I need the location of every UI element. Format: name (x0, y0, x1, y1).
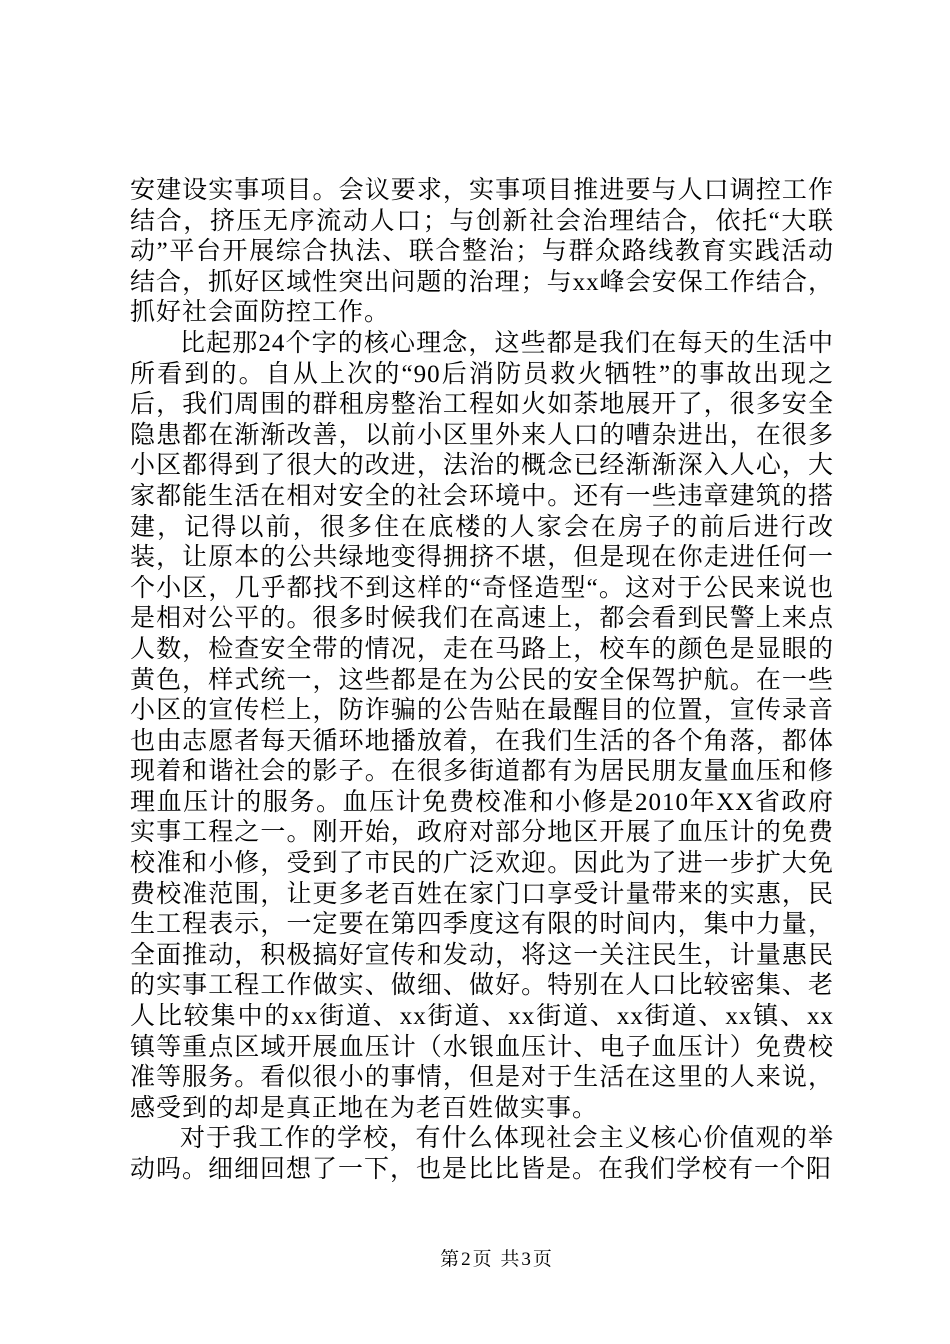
document-body (130, 176, 834, 1186)
paragraph-core-values: 比起那24个字的核心理念，这些都是我们在每天的生活中所看到的。自从上次的“90后消防员救火牺牲”的事故出现之后，我们周围的群租房整治工程如火如荼地展开了，很多安全隐患都在渐渐改善，以前小区里外来人口的嘈杂进出，在很多小区都得到了很大的改进，法治的概念已经渐渐深入人心，大家都能生活在相对安全的社会环境中。还有一些违章建筑的搭建，记得以前，很多住在底楼的人家会在房子的前后进行改装，让原本的公共绿地变得拥挤不堪，但是现在你走进任何一个小区，几乎都找不到这样的“奇怪造型“。这对于公民来说也是相对公平的。很多时候我们在高速上，都会看到民警上来点人数，检查安全带的情况，走在马路上，校车的颜色是显眼的黄色，样式统一，这些都是在为公民的安全保驾护航。在一些小区的宣传栏上，防诈骗的公告贴在最醒目的位置，宣传录音也由志愿者每天循环地播放着，在我们生活的各个角落，都体现着和谐社会的影子。在很多街道都有为居民朋友量血压和修理血压计的服务。血压计免费校准和小修是2010年XX省政府实事工程之一。刚开始，政府对部分地区开展了血压计的免费校准和小修，受到了市民的广泛欢迎。因此为了进一步扩大免费校准范围，让更多老百姓在家门口享受计量带来的实惠，民生工程表示，一定要在第四季度这有限的时间内，集中力量，全面推动，积极搞好宣传和发动，将这一关注民生，计量惠民的实事工程工作做实、做细、做好。特别在人口比较密集、老人比较集中的xx街道、xx街道、xx街道、xx街道、xx镇、xx镇等重点区域开展血压计（水银血压计、电子血压计）免费校准等服务。看似很小的事情，但是对于生活在这里的人来说，感受到的却是真正地在为老百姓做实事。 (130, 329, 834, 1122)
paragraph-continuation: 安建设实事项目。会议要求，实事项目推进要与人口调控工作结合，挤压无序流动人口；与创新社会治理结合，依托“大联动”平台开展综合执法、联合整治；与群众路线教育实践活动结合，抓好区域性突出问题的治理；与xx峰会安保工作结合，抓好社会面防控工作。 (130, 177, 834, 327)
page-footer (22, 1244, 950, 1271)
paragraph-school: 对于我工作的学校，有什么体现社会主义核心价值观的举动吗。细细回想了一下，也是比比皆是。在我们学校有一个阳 (130, 1125, 834, 1183)
page-number-label: 第2页 共3页 (440, 1249, 554, 1270)
